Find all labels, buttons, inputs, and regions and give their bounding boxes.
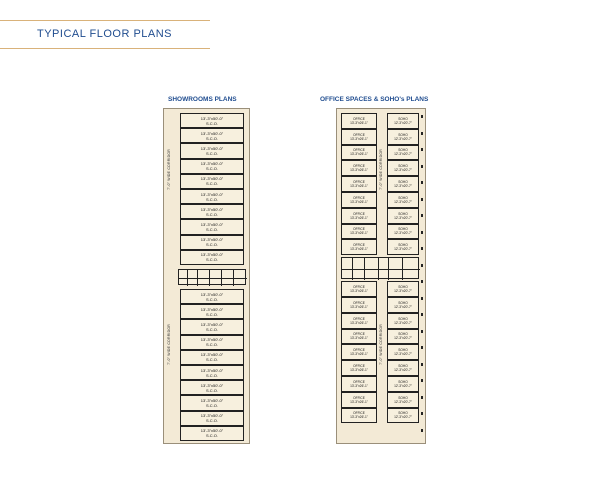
office-unit	[341, 113, 377, 129]
office-label: OFFICE	[353, 211, 365, 216]
office-unit	[341, 344, 377, 360]
structural-column	[421, 115, 423, 118]
unit-type: S.C.O.	[205, 211, 218, 217]
soho-dimension: 12'-3"x20'-7"	[394, 215, 412, 220]
soho-unit	[387, 160, 419, 176]
office-dimension: 13'-3"x26'-1"	[350, 199, 368, 204]
soho-label: SOHO	[398, 348, 408, 353]
office-dimension: 13'-3"x26'-1"	[350, 415, 368, 420]
unit-dimension: 13'-3"x50'-0"	[200, 145, 224, 151]
showroom-unit	[180, 395, 244, 410]
office-dimension: 13'-3"x26'-1"	[350, 152, 368, 157]
showroom-unit	[180, 128, 244, 143]
soho-unit	[387, 224, 419, 240]
soho-label: SOHO	[398, 195, 408, 200]
soho-unit	[387, 376, 419, 392]
showroom-unit	[180, 289, 244, 304]
office-unit	[341, 145, 377, 161]
unit-type: S.C.O.	[205, 257, 218, 263]
office-unit	[341, 224, 377, 240]
office-label: OFFICE	[353, 243, 365, 248]
unit-type: S.C.O.	[205, 433, 218, 439]
office-unit	[341, 176, 377, 192]
office-unit	[341, 160, 377, 176]
soho-dimension: 12'-3"x20'-7"	[394, 304, 412, 309]
structural-column	[421, 363, 423, 366]
office-unit	[341, 360, 377, 376]
structural-column	[421, 346, 423, 349]
soho-label: SOHO	[398, 364, 408, 369]
structural-column	[421, 412, 423, 415]
unit-dimension: 13'-3"x50'-0"	[200, 130, 224, 136]
soho-label: SOHO	[398, 379, 408, 384]
soho-dimension: 12'-3"x20'-7"	[394, 320, 412, 325]
unit-type: S.C.O.	[205, 418, 218, 424]
soho-label: SOHO	[398, 227, 408, 232]
office-dimension: 13'-3"x26'-1"	[350, 184, 368, 189]
soho-label: SOHO	[398, 332, 408, 337]
unit-type: S.C.O.	[205, 326, 218, 332]
soho-unit	[387, 329, 419, 345]
office-unit	[341, 313, 377, 329]
office-unit	[341, 329, 377, 345]
soho-unit	[387, 129, 419, 145]
unit-dimension: 13'-3"x50'-0"	[200, 321, 224, 327]
unit-dimension: 13'-3"x50'-0"	[200, 252, 224, 258]
showroom-unit	[180, 204, 244, 219]
showroom-unit	[180, 143, 244, 158]
showroom-unit	[180, 219, 244, 234]
structural-column	[421, 148, 423, 151]
soho-dimension: 12'-3"x20'-7"	[394, 199, 412, 204]
structural-column	[421, 280, 423, 283]
office-dimension: 13'-3"x26'-1"	[350, 368, 368, 373]
unit-dimension: 13'-3"x50'-0"	[200, 221, 224, 227]
soho-label: SOHO	[398, 180, 408, 185]
office-label: OFFICE	[353, 379, 365, 384]
unit-type: S.C.O.	[205, 357, 218, 363]
structural-column	[421, 264, 423, 267]
soho-unit	[387, 408, 419, 424]
showroom-unit	[180, 426, 244, 441]
unit-type: S.C.O.	[205, 402, 218, 408]
office-dimension: 13'-3"x26'-1"	[350, 383, 368, 388]
soho-unit	[387, 281, 419, 297]
unit-dimension: 13'-3"x50'-0"	[200, 337, 224, 343]
unit-dimension: 13'-3"x50'-0"	[200, 428, 224, 434]
soho-label: SOHO	[398, 116, 408, 121]
unit-dimension: 13'-3"x50'-0"	[200, 397, 224, 403]
office-label: OFFICE	[353, 316, 365, 321]
office-label: OFFICE	[353, 180, 365, 185]
soho-dimension: 12'-3"x20'-7"	[394, 383, 412, 388]
soho-label: SOHO	[398, 164, 408, 169]
unit-type: S.C.O.	[205, 311, 218, 317]
corridor-label: 7'-0" WIDE CORRIDOR	[379, 149, 383, 190]
showrooms-floor-plan	[163, 108, 250, 444]
stair-core	[178, 269, 246, 285]
office-unit	[341, 129, 377, 145]
showroom-unit	[180, 235, 244, 250]
soho-dimension: 12'-3"x20'-7"	[394, 231, 412, 236]
corridor-label: 7'-0" WIDE CORRIDOR	[167, 149, 171, 190]
header-rule-bottom	[0, 48, 210, 49]
unit-type: S.C.O.	[205, 372, 218, 378]
soho-unit	[387, 392, 419, 408]
office-label: OFFICE	[353, 227, 365, 232]
office-label: OFFICE	[353, 364, 365, 369]
soho-label: SOHO	[398, 411, 408, 416]
unit-type: S.C.O.	[205, 226, 218, 232]
showroom-unit	[180, 304, 244, 319]
soho-dimension: 12'-3"x20'-7"	[394, 399, 412, 404]
unit-dimension: 13'-3"x50'-0"	[200, 291, 224, 297]
structural-column	[421, 198, 423, 201]
office-unit	[341, 392, 377, 408]
core-wall	[179, 278, 247, 279]
stair-core	[341, 257, 419, 279]
showroom-unit	[180, 250, 244, 265]
office-dimension: 13'-3"x26'-1"	[350, 136, 368, 141]
soho-unit	[387, 360, 419, 376]
unit-dimension: 13'-3"x50'-0"	[200, 191, 224, 197]
structural-column	[421, 297, 423, 300]
showroom-unit	[180, 319, 244, 334]
soho-label: SOHO	[398, 211, 408, 216]
unit-dimension: 13'-3"x50'-0"	[200, 352, 224, 358]
office-label: OFFICE	[353, 116, 365, 121]
soho-dimension: 12'-3"x20'-7"	[394, 368, 412, 373]
office-unit	[341, 297, 377, 313]
soho-label: SOHO	[398, 285, 408, 290]
structural-column	[421, 165, 423, 168]
unit-type: S.C.O.	[205, 150, 218, 156]
soho-dimension: 12'-3"x20'-7"	[394, 289, 412, 294]
unit-dimension: 13'-3"x50'-0"	[200, 176, 224, 182]
structural-column	[421, 214, 423, 217]
office-label: OFFICE	[353, 132, 365, 137]
structural-column	[421, 379, 423, 382]
soho-unit	[387, 239, 419, 255]
office-soho-floor-plan	[336, 108, 426, 444]
office-unit	[341, 208, 377, 224]
soho-dimension: 12'-3"x20'-7"	[394, 120, 412, 125]
showroom-unit	[180, 335, 244, 350]
office-label: OFFICE	[353, 195, 365, 200]
unit-type: S.C.O.	[205, 181, 218, 187]
soho-label: SOHO	[398, 395, 408, 400]
showroom-unit	[180, 174, 244, 189]
page-title: TYPICAL FLOOR PLANS	[37, 28, 173, 40]
corridor-label: 7'-0" WIDE CORRIDOR	[379, 324, 383, 365]
corridor-label: 7'-0" WIDE CORRIDOR	[167, 324, 171, 365]
office-label: OFFICE	[353, 348, 365, 353]
structural-column	[421, 396, 423, 399]
unit-type: S.C.O.	[205, 342, 218, 348]
unit-type: S.C.O.	[205, 387, 218, 393]
unit-dimension: 13'-3"x50'-0"	[200, 206, 224, 212]
office-dimension: 13'-3"x26'-1"	[350, 168, 368, 173]
soho-dimension: 12'-3"x20'-7"	[394, 168, 412, 173]
office-label: OFFICE	[353, 164, 365, 169]
office-unit	[341, 192, 377, 208]
structural-column	[421, 247, 423, 250]
showroom-unit	[180, 350, 244, 365]
showroom-unit	[180, 411, 244, 426]
soho-label: SOHO	[398, 243, 408, 248]
office-dimension: 13'-3"x26'-1"	[350, 231, 368, 236]
soho-unit	[387, 208, 419, 224]
unit-dimension: 13'-3"x50'-0"	[200, 367, 224, 373]
office-dimension: 13'-3"x26'-1"	[350, 336, 368, 341]
showroom-unit	[180, 380, 244, 395]
soho-unit	[387, 313, 419, 329]
showroom-unit	[180, 113, 244, 128]
office-label: OFFICE	[353, 395, 365, 400]
unit-type: S.C.O.	[205, 120, 218, 126]
soho-unit	[387, 344, 419, 360]
structural-column	[421, 330, 423, 333]
unit-dimension: 13'-3"x50'-0"	[200, 115, 224, 121]
office-unit	[341, 408, 377, 424]
unit-type: S.C.O.	[205, 166, 218, 172]
office-label: OFFICE	[353, 148, 365, 153]
unit-type: S.C.O.	[205, 296, 218, 302]
office-dimension: 13'-3"x26'-1"	[350, 399, 368, 404]
office-dimension: 13'-3"x26'-1"	[350, 120, 368, 125]
soho-dimension: 12'-3"x20'-7"	[394, 415, 412, 420]
soho-unit	[387, 145, 419, 161]
unit-dimension: 13'-3"x50'-0"	[200, 382, 224, 388]
office-dimension: 13'-3"x26'-1"	[350, 215, 368, 220]
office-dimension: 13'-3"x26'-1"	[350, 352, 368, 357]
showroom-unit	[180, 159, 244, 174]
soho-dimension: 12'-3"x20'-7"	[394, 152, 412, 157]
structural-column	[421, 429, 423, 432]
office-dimension: 13'-3"x26'-1"	[350, 304, 368, 309]
soho-label: SOHO	[398, 316, 408, 321]
office-unit	[341, 281, 377, 297]
unit-dimension: 13'-3"x50'-0"	[200, 306, 224, 312]
soho-dimension: 12'-3"x20'-7"	[394, 247, 412, 252]
soho-dimension: 12'-3"x20'-7"	[394, 136, 412, 141]
office-dimension: 13'-3"x26'-1"	[350, 289, 368, 294]
soho-unit	[387, 297, 419, 313]
office-dimension: 13'-3"x26'-1"	[350, 320, 368, 325]
office-plan-title: OFFICE SPACES & SOHO's PLANS	[320, 96, 429, 103]
structural-column	[421, 231, 423, 234]
soho-unit	[387, 192, 419, 208]
soho-label: SOHO	[398, 148, 408, 153]
office-unit	[341, 239, 377, 255]
showroom-unit	[180, 365, 244, 380]
structural-column	[421, 313, 423, 316]
structural-column	[421, 132, 423, 135]
office-label: OFFICE	[353, 411, 365, 416]
office-unit	[341, 376, 377, 392]
core-wall	[342, 269, 420, 270]
soho-dimension: 12'-3"x20'-7"	[394, 184, 412, 189]
office-dimension: 13'-3"x26'-1"	[350, 247, 368, 252]
showrooms-plan-title: SHOWROOMS PLANS	[168, 96, 237, 103]
unit-dimension: 13'-3"x50'-0"	[200, 237, 224, 243]
unit-type: S.C.O.	[205, 196, 218, 202]
soho-dimension: 12'-3"x20'-7"	[394, 336, 412, 341]
unit-dimension: 13'-3"x50'-0"	[200, 161, 224, 167]
office-label: OFFICE	[353, 300, 365, 305]
showroom-unit	[180, 189, 244, 204]
soho-unit	[387, 113, 419, 129]
office-label: OFFICE	[353, 285, 365, 290]
soho-unit	[387, 176, 419, 192]
structural-column	[421, 181, 423, 184]
unit-type: S.C.O.	[205, 242, 218, 248]
soho-label: SOHO	[398, 132, 408, 137]
soho-dimension: 12'-3"x20'-7"	[394, 352, 412, 357]
unit-type: S.C.O.	[205, 135, 218, 141]
unit-dimension: 13'-3"x50'-0"	[200, 413, 224, 419]
header-rule-top	[0, 20, 210, 21]
soho-label: SOHO	[398, 300, 408, 305]
office-label: OFFICE	[353, 332, 365, 337]
